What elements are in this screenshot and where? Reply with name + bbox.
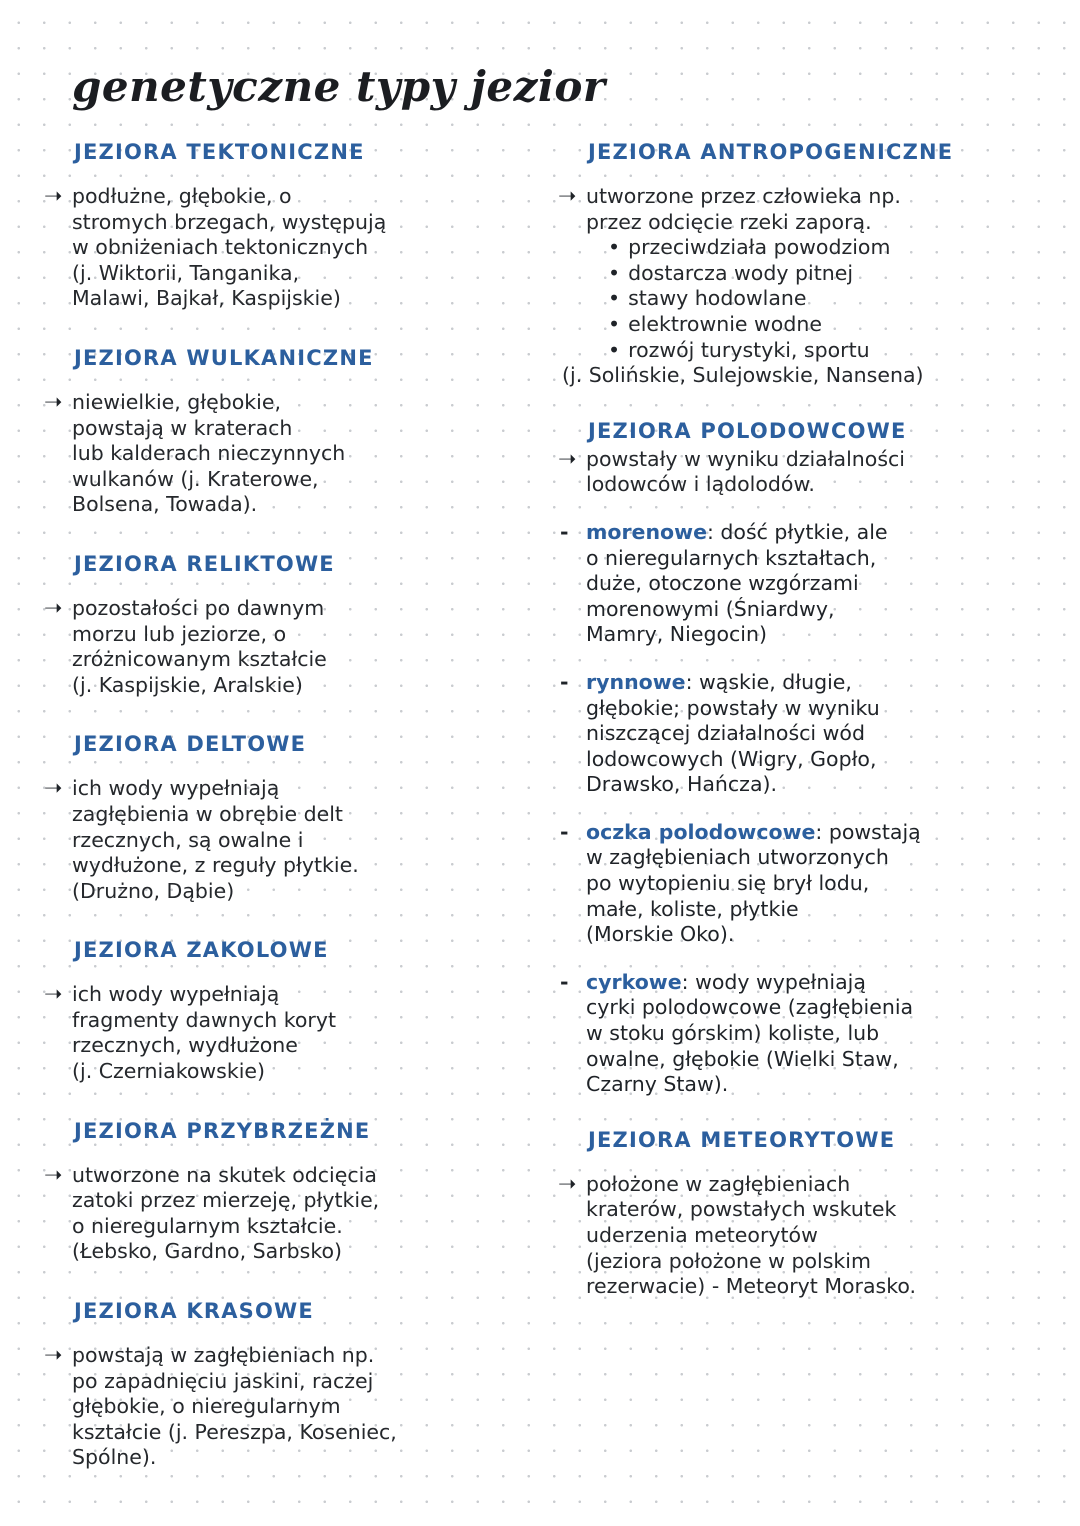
bullet-icon: • [608, 311, 621, 336]
text-line: wydłużone, z reguły płytkie. [72, 853, 359, 878]
text-line: rzecznych, są owalne i [72, 827, 304, 852]
section-description [558, 184, 1058, 389]
subtype-first-text: : powstają [815, 819, 921, 844]
arrow-icon: ➝ [558, 446, 577, 472]
right-column [558, 132, 1058, 1326]
subtype-label: cyrkowe [586, 969, 682, 994]
text-line: po zapadnięciu jaskini, raczej [72, 1368, 374, 1393]
text-line: cyrki polodowcowe (zagłębienia [586, 995, 914, 1020]
text-line: zróżnicowanym kształcie [72, 647, 327, 672]
text-line: kraterów, powstałych wskutek [586, 1197, 897, 1222]
section-description [44, 776, 514, 904]
section-description [44, 184, 514, 312]
section-coastal [44, 1111, 514, 1265]
section-heading: JEZIORA DELTOWE [74, 732, 307, 757]
text-line: niszczącej działalności wód [586, 721, 865, 746]
dash-marker: - [560, 669, 569, 694]
text-line: Drawsko, Hańcza). [586, 772, 778, 797]
text-line: w zagłębieniach utworzonych [586, 845, 889, 870]
section-description [44, 390, 514, 518]
text-line: powstają w zagłębieniach np. [72, 1343, 375, 1368]
text-line: Bolsena, Towada). [72, 492, 258, 517]
section-delta [44, 724, 514, 904]
section-heading: JEZIORA TEKTONICZNE [74, 140, 365, 164]
arrow-icon: ➝ [44, 1343, 63, 1369]
text-line: lub kalderach nieczynnych [72, 441, 346, 466]
arrow-icon: ➝ [44, 776, 63, 802]
section-description [558, 447, 1058, 498]
list-item [608, 235, 1058, 261]
section-description [44, 982, 514, 1084]
text-line: rezerwacie) - Meteoryt Morasko. [586, 1274, 917, 1299]
arrow-icon: ➝ [44, 595, 63, 621]
list-item-text: przeciwdziała powodziom [628, 235, 891, 260]
text-line: (j. Czerniakowskie) [72, 1059, 266, 1084]
subtype-label: oczka polodowcowe [586, 819, 816, 844]
text-line: (Drużno, Dąbie) [72, 878, 235, 903]
section-heading: JEZIORA POLODOWCOWE [588, 418, 907, 443]
text-line: głębokie; powstały w wyniku [586, 695, 880, 720]
text-line: Czarny Staw). [586, 1072, 729, 1097]
text-line: kształcie (j. Pereszpa, Koseniec, [72, 1419, 397, 1444]
arrow-icon: ➝ [44, 184, 63, 209]
list-item-text: dostarcza wody pitnej [628, 260, 854, 285]
dash-marker: - [560, 519, 569, 544]
section-heading: JEZIORA RELIKTOWE [74, 551, 335, 576]
section-anthropogenic [558, 132, 1058, 389]
section-heading: JEZIORA PRZYBRZEŻNE [74, 1118, 371, 1143]
section-heading: JEZIORA ZAKOLOWE [74, 938, 329, 963]
bullet-icon: • [608, 260, 621, 285]
text-line: po wytopieniu się brył lodu, [586, 871, 870, 896]
subtype-label: rynnowe [586, 669, 686, 694]
text-line: (Morskie Oko). [586, 922, 735, 947]
text-line: powstają w kraterach [72, 415, 293, 440]
text-line: powstały w wyniku działalności [586, 446, 905, 471]
section-relict [44, 544, 514, 698]
list-item-text: rozwój turystyki, sportu [628, 337, 870, 362]
text-line: w obniżeniach tektonicznych [72, 235, 369, 260]
text-line: morenowymi (Śniardwy, [586, 596, 835, 621]
list-item-text: stawy hodowlane [628, 286, 807, 311]
section-glacial [558, 415, 1058, 1098]
text-line: podłużne, głębokie, o [72, 184, 292, 208]
text-line: lodowców i lądolodów. [586, 472, 815, 497]
dash-marker: - [560, 819, 569, 844]
text-line: Spólne). [72, 1445, 157, 1470]
text-line: uderzenia meteorytów [586, 1223, 818, 1247]
text-line: lodowcowych (Wigry, Gopło, [586, 746, 877, 771]
section-meteoric [558, 1120, 1058, 1300]
section-tectonic [44, 132, 514, 312]
arrow-icon: ➝ [558, 1171, 577, 1197]
section-heading: JEZIORA KRASOWE [74, 1299, 314, 1324]
text-line: ich wody wypełniają [72, 982, 280, 1007]
text-line: utworzone przez człowieka np. [586, 184, 901, 208]
list-item [608, 286, 1058, 312]
text-line: zatoki przez mierzeję, płytkie, [72, 1188, 380, 1213]
section-description [44, 596, 514, 698]
subtype-first-line [586, 820, 1058, 846]
text-line: (j. Kaspijskie, Aralskie) [72, 672, 303, 697]
arrow-icon: ➝ [44, 389, 63, 415]
text-line: duże, otoczone wzgórzami [586, 571, 859, 596]
text-line: fragmenty dawnych koryt [72, 1007, 337, 1032]
page-title: genetyczne typy jezior [72, 62, 606, 111]
section-heading: JEZIORA WULKANICZNE [74, 345, 374, 370]
section-heading: JEZIORA ANTROPOGENICZNE [588, 140, 954, 164]
text-line: przez odcięcie rzeki zaporą. [586, 209, 872, 234]
subtype-kettle [558, 820, 1058, 948]
subtype-label: morenowe [586, 519, 707, 544]
section-description [44, 1163, 514, 1265]
subtype-first-text: : dość płytkie, ale [706, 519, 888, 544]
list-item-text: elektrownie wodne [628, 311, 822, 336]
subtype-ribbon [558, 670, 1058, 798]
arrow-icon: ➝ [44, 1162, 63, 1188]
text-line: owalne, głębokie (Wielki Staw, [586, 1046, 899, 1071]
text-line: położone w zagłębieniach [586, 1171, 851, 1196]
bullet-icon: • [608, 235, 621, 260]
text-line: wulkanów (j. Kraterowe, [72, 466, 319, 491]
arrow-icon: ➝ [558, 184, 577, 209]
subtype-first-text: : wody wypełniają [681, 969, 866, 994]
text-line: zagłębienia w obrębie delt [72, 801, 343, 826]
text-line: (jeziora położone w polskim [586, 1248, 871, 1273]
list-item [608, 312, 1058, 338]
text-line: rzecznych, wydłużone [72, 1033, 298, 1058]
list-item [608, 261, 1058, 287]
text-line: Malawi, Bajkał, Kaspijskie) [72, 286, 341, 311]
text-line: utworzone na skutek odcięcia [72, 1162, 377, 1187]
text-line: Mamry, Niegocin) [586, 622, 767, 647]
section-volcanic [44, 338, 514, 518]
bullet-icon: • [608, 337, 621, 362]
subtype-first-line [586, 520, 1058, 546]
text-line: niewielkie, głębokie, [72, 389, 281, 414]
subtype-cirque [558, 970, 1058, 1098]
text-line: pozostałości po dawnym [72, 595, 325, 620]
section-heading: JEZIORA METEORYTOWE [588, 1127, 896, 1152]
text-line: (j. Wiktorii, Tanganika, [72, 260, 300, 285]
examples-line: (j. Solińskie, Sulejowskie, Nansena) [562, 363, 924, 388]
subtype-first-line [586, 670, 1058, 696]
text-line: stromych brzegach, występują [72, 209, 387, 234]
section-description [44, 1343, 514, 1471]
bullet-list [586, 235, 1058, 363]
section-karst [44, 1291, 514, 1471]
left-column [44, 132, 514, 1497]
section-oxbow [44, 930, 514, 1084]
dash-marker: - [560, 969, 569, 994]
text-line: ich wody wypełniają [72, 776, 280, 801]
bullet-icon: • [608, 286, 621, 311]
text-line: głębokie, o nieregularnym [72, 1394, 341, 1419]
arrow-icon: ➝ [44, 982, 63, 1008]
subtype-first-text: : wąskie, długie, [685, 669, 852, 694]
text-line: morzu lub jeziorze, o [72, 621, 287, 646]
text-line: o nieregularnych kształtach, [586, 545, 877, 570]
text-line: (Łebsko, Gardno, Sarbsko) [72, 1239, 343, 1264]
list-item [608, 338, 1058, 364]
subtype-first-line [586, 970, 1058, 996]
text-line: o nieregularnym kształcie. [72, 1213, 343, 1238]
subtype-moraine [558, 520, 1058, 648]
text-line: małe, koliste, płytkie [586, 896, 799, 921]
text-line: w stoku górskim) koliste, lub [586, 1021, 880, 1046]
section-description [558, 1172, 1058, 1300]
